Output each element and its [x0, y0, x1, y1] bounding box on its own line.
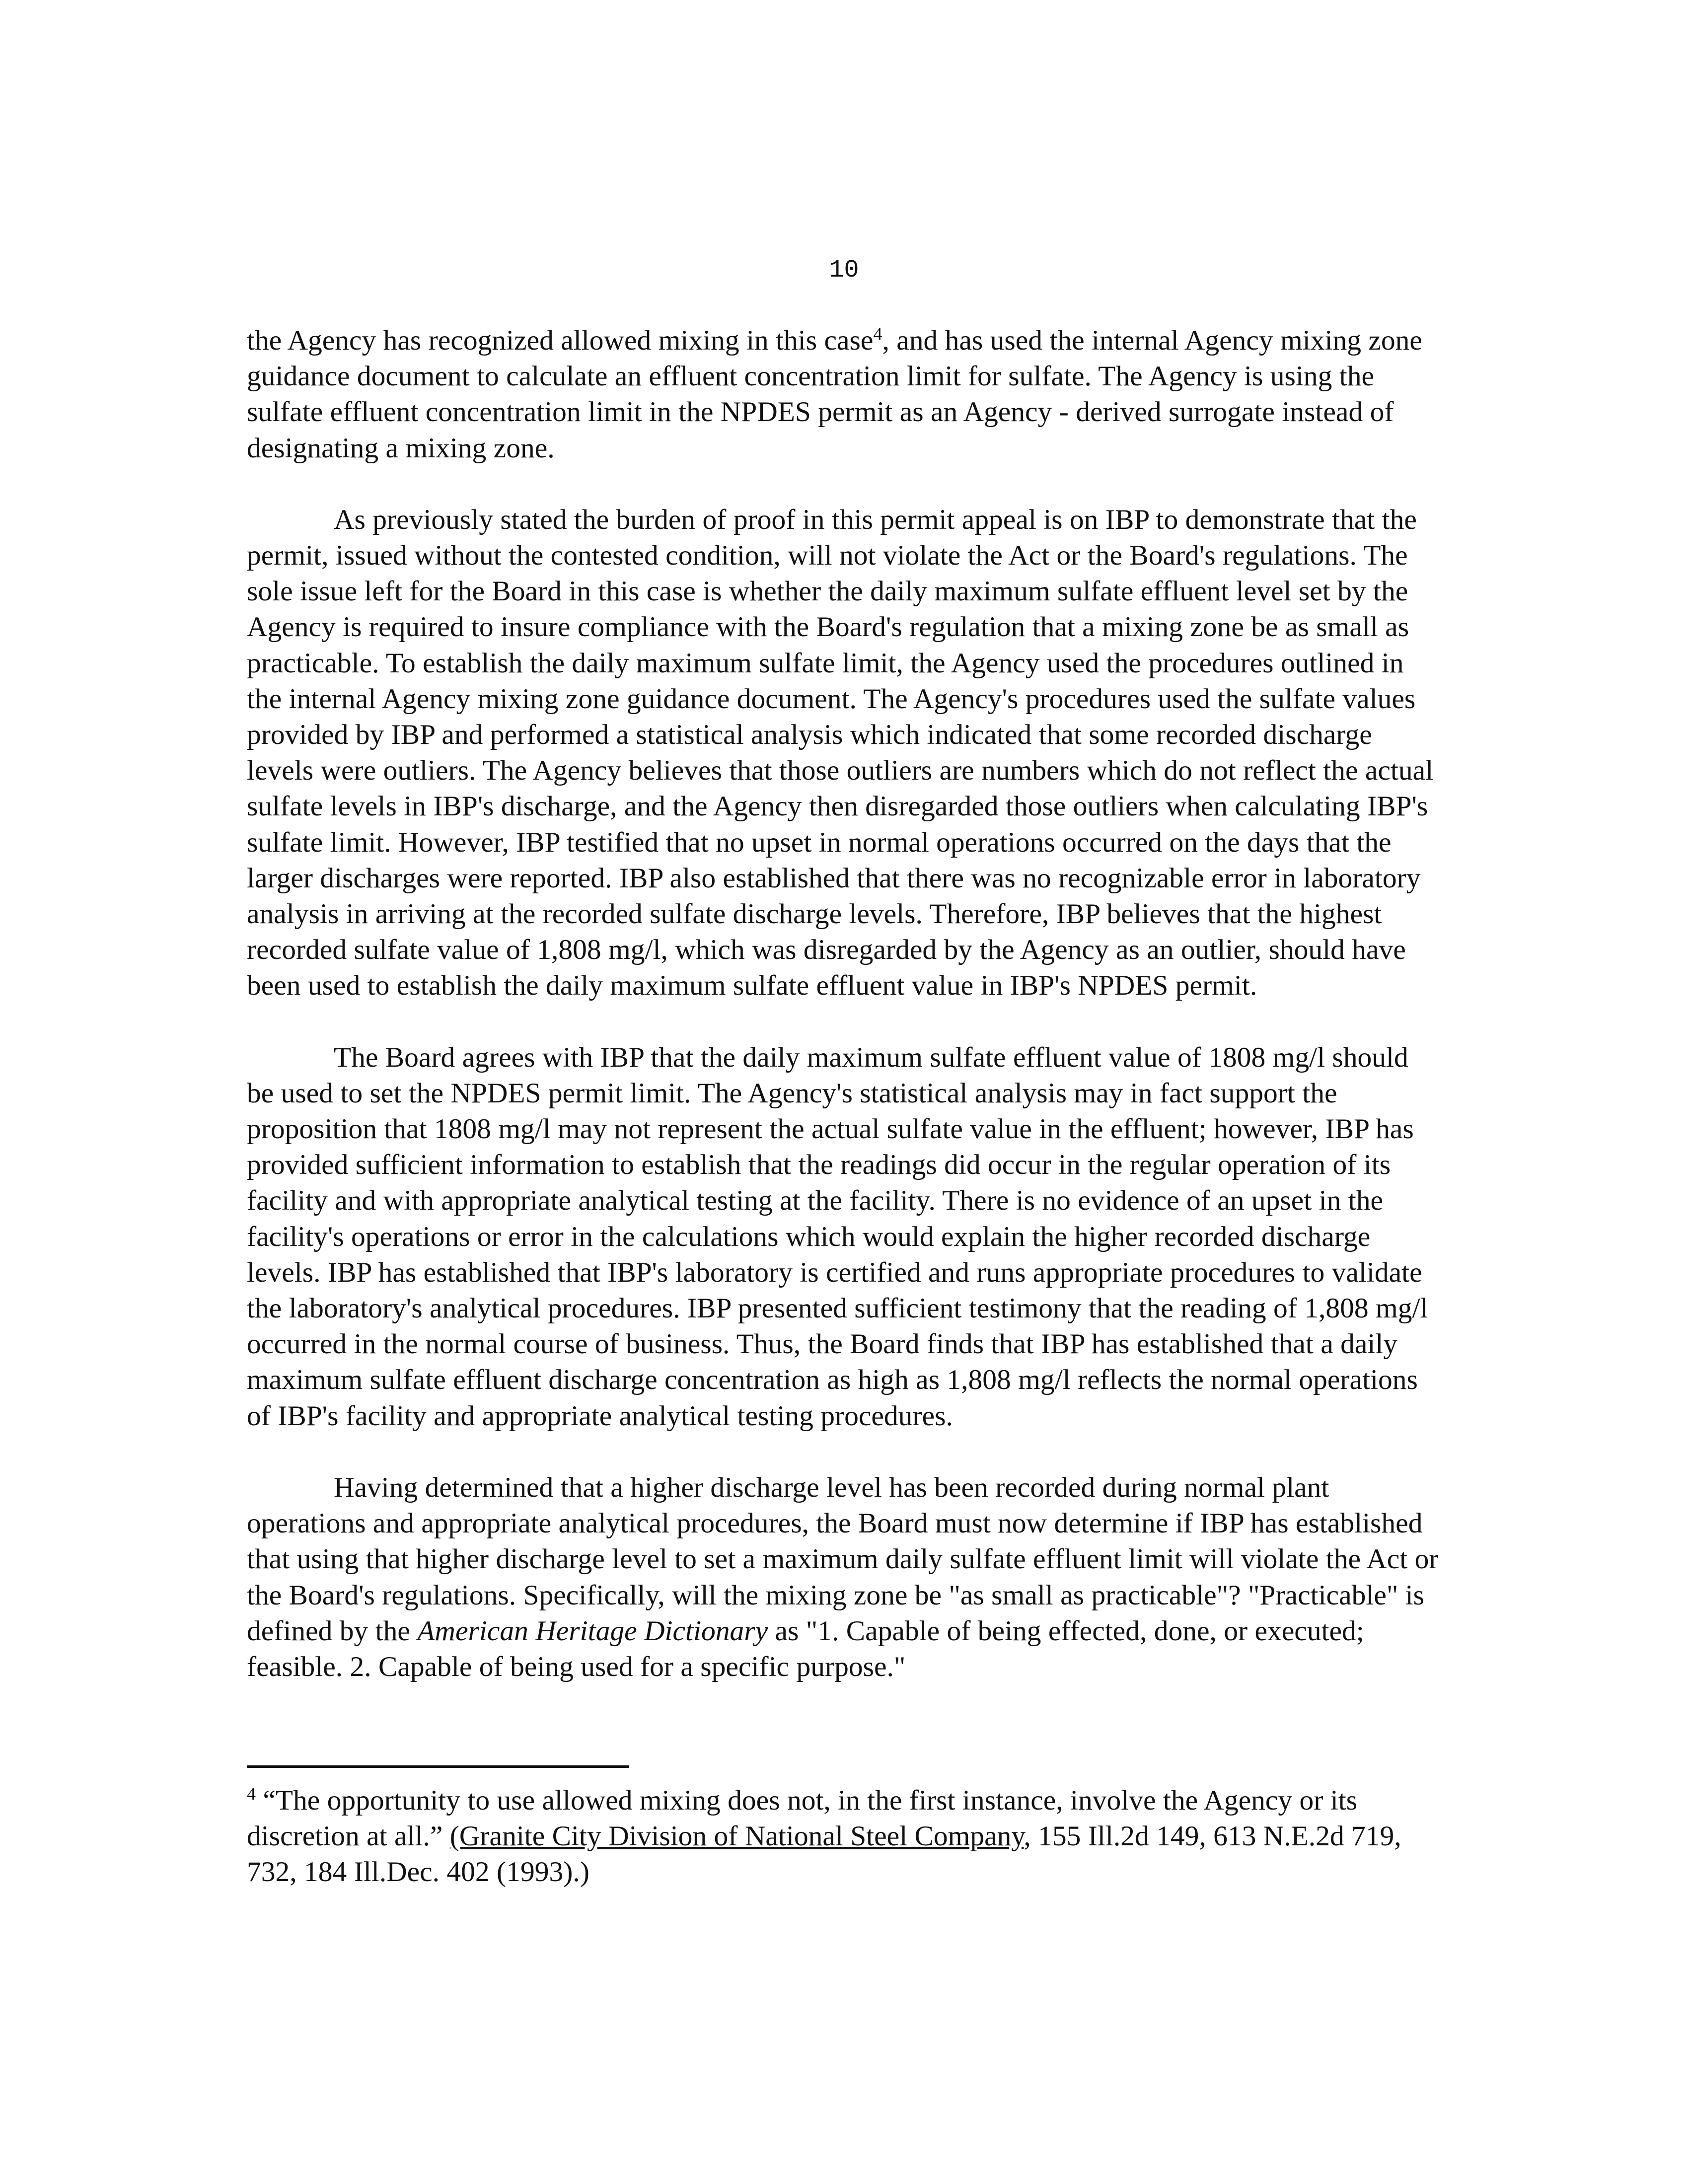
paragraph-2: As previously stated the burden of proof in this permit appeal is on IBP to demonstrate that the permit, issued without the contested condition, will not violate the Act or the Board's regulations. The sole issue left for the Board in this case is whether the daily maximum sulfate effluent level set by the Agency is required to insure compliance with the Board's regulation that a mixing zone be as small as practicable. To establish the daily maximum sulfate limit, the Agency used the procedures outlined in the internal Agency mixing zone guidance document. The Agency's procedures used the sulfate values provided by IBP and performed a statistical analysis which indicated that some recorded discharge levels were outliers. The Agency believes that those outliers are numbers which do not reflect the actual sulfate levels in IBP's discharge, and the Agency then disregarded those outliers when calculating IBP's sulfate limit. However, IBP testified that no upset in normal operations occurred on the days that the larger discharges were reported. IBP also established that there was no recognizable error in laboratory analysis in arriving at the recorded sulfate discharge levels. Therefore, IBP believes that the highest recorded sulfate value of 1,808 mg/l, which was disregarded by the Agency as an outlier, should have been used to establish the daily maximum sulfate effluent value in IBP's NPDES permit.	[247, 504, 1434, 1002]
paragraph-1	[247, 323, 1439, 466]
body-text	[247, 323, 1439, 1685]
page-number: 10	[829, 256, 859, 285]
footnote	[247, 1783, 1439, 1890]
footnote-divider	[247, 1765, 629, 1768]
footnote-marker: 4	[247, 1783, 256, 1804]
paragraph-3: The Board agrees with IBP that the daily maximum sulfate effluent value of 1808 mg/l should be used to set the NPDES permit limit. The Agency's statistical analysis may in fact support the proposition that 1808 mg/l may not represent the actual sulfate value in the effluent; however, IBP has provided sufficient information to establish that the readings did occur in the regular operation of its facility and with appropriate analytical testing at the facility. There is no evidence of an upset in the facility's operations or error in the calculations which would explain the higher recorded discharge levels. IBP has established that IBP's laboratory is certified and runs appropriate procedures to validate the laboratory's analytical procedures. IBP presented sufficient testimony that the reading of 1,808 mg/l occurred in the normal course of business. Thus, the Board finds that IBP has established that a daily maximum sulfate effluent discharge concentration as high as 1,808 mg/l reflects the normal operations of IBP's facility and appropriate analytical testing procedures.	[247, 1041, 1428, 1432]
paragraph-4-text-continued: as "1. Capable of being effected, done, or executed; feasible. 2. Capable of being used for a specific purpose."	[247, 1615, 1364, 1682]
paragraph-1-text: the Agency has recognized allowed mixing in this case	[247, 325, 874, 356]
paragraph-4-text: Having determined that a higher discharge level has been recorded during normal plant operations and appropriate analytical procedures, the Board must now determine if IBP has established that using that higher discharge level to set a maximum daily sulfate effluent limit will violate the Act or the Board's regulations. Specifically, will the mixing zone be "as small as practicable"? "Practicable" is defined by the	[247, 1471, 1439, 1647]
paragraph-1-text-continued: , and has used the internal Agency mixing zone guidance document to calculate an effluent concentration limit for sulfate. The Agency is using the sulfate effluent concentration limit in the NPDES permit as an Agency - derived surrogate instead of designating a mixing zone.	[247, 325, 1422, 464]
footnote-citation: , 155 Ill.2d 149, 613 N.E.2d 719, 732, 184 Ill.Dec. 402 (1993).)	[247, 1820, 1401, 1888]
footnote-quote: “The opportunity to use allowed mixing does not, in the first instance, involve the Agency or its discretion at all.”	[247, 1785, 1358, 1852]
paragraph-4	[247, 1470, 1439, 1685]
dictionary-title: American Heritage Dictionary	[417, 1615, 768, 1647]
footnote-reference: 4	[873, 323, 882, 344]
footnote-case-name: (Granite City Division of National Steel Company	[449, 1820, 1024, 1852]
